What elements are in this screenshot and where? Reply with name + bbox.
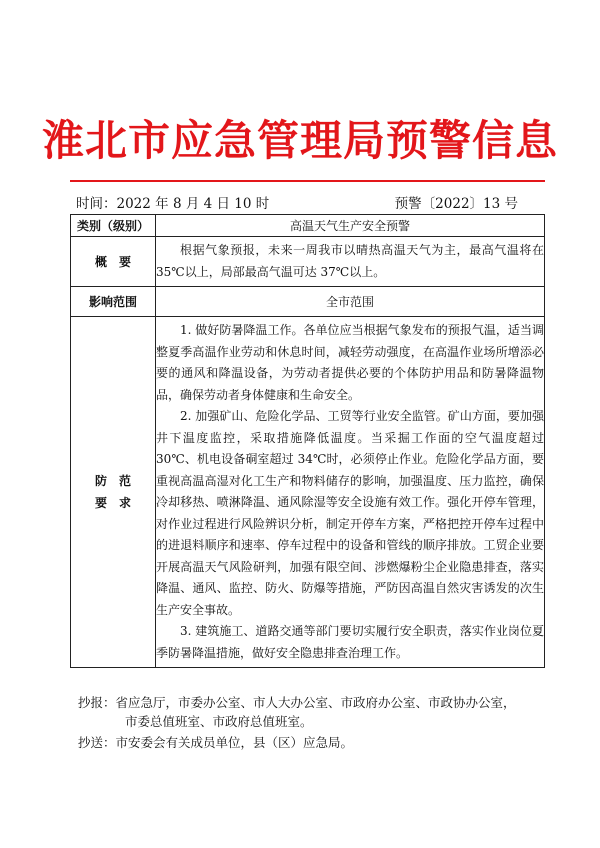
send-line: 抄送：市安委会有关成员单位，县（区）应急局。 [78, 735, 354, 750]
scope-row [71, 287, 545, 317]
requirements-row [71, 317, 545, 668]
requirements-label-line2: 要 求 [94, 496, 131, 510]
title-divider [70, 180, 545, 182]
category-value: 高温天气生产安全预警 [156, 215, 545, 237]
cc-line-2: 市委总值班室、市政府总值班室。 [125, 714, 313, 729]
warning-number: 预警〔2022〕13 号 [394, 196, 518, 212]
document-title: 淮北市应急管理局预警信息 [41, 116, 558, 165]
scope-value: 全市范围 [156, 287, 545, 317]
requirement-item-2: 2. 加强矿山、危险化学品、工贸等行业安全监管。矿山方面，要加强井下温度监控，采取措施降低温度。当采掘工作面的空气温度超过 30℃、机电设备硐室超过 34℃时，必须停止作业。危险化学品方面，要重视高温高湿对化工生产和物料储存的影响，加强温度、压力监控，确保冷却移热、喷淋降温、通风除湿等安全设施有效工作。强化开停车管理，对作业过程进行风险辨识分析，制定开停车方案，严格把控开停车过程中的进退料顺序和速率、停车过程中的设备和管线的顺序排放。工贸企业要开展高温天气风险研判，加强有限空间、涉燃爆粉尘企业隐患排查，落实降温、通风、监控、防火、防爆等措施，严防因高温自然灾害诱发的次生生产安全事故。 [156, 409, 544, 617]
summary-row [71, 237, 545, 287]
summary-label: 概 要 [71, 237, 156, 287]
category-label: 类别（级别） [71, 215, 156, 237]
requirements-cell [156, 317, 545, 668]
requirements-label-line1: 防 范 [94, 474, 131, 488]
requirement-item-3: 3. 建筑施工、道路交通等部门要切实履行安全职责，落实作业岗位夏季防暑降温措施，做好安全隐患排查治理工作。 [156, 624, 544, 660]
cc-line-1: 抄报：省应急厅，市委办公室、市人大办公室、市政府办公室、市政协办公室， [78, 695, 516, 710]
requirements-label [71, 317, 156, 668]
requirement-item-1: 1. 做好防暑降温工作。各单位应当根据气象发布的预报气温，适当调整夏季高温作业劳动和休息时间，减轻劳动强度，在高温作业场所增添必要的通风和降温设备，为劳动者提供必要的个体防护用品和防暑降温物品，确保劳动者身体健康和生命安全。 [156, 323, 544, 402]
issue-time: 时间：2022 年 8 月 4 日 10 时 [76, 196, 270, 212]
category-row [71, 215, 545, 237]
summary-cell [156, 237, 545, 287]
scope-label: 影响范围 [71, 287, 156, 317]
warning-table [70, 214, 545, 668]
summary-value: 根据气象预报，未来一周我市以晴热高温天气为主，最高气温将在 35℃以上，局部最高气温可达 37℃以上。 [156, 243, 544, 279]
